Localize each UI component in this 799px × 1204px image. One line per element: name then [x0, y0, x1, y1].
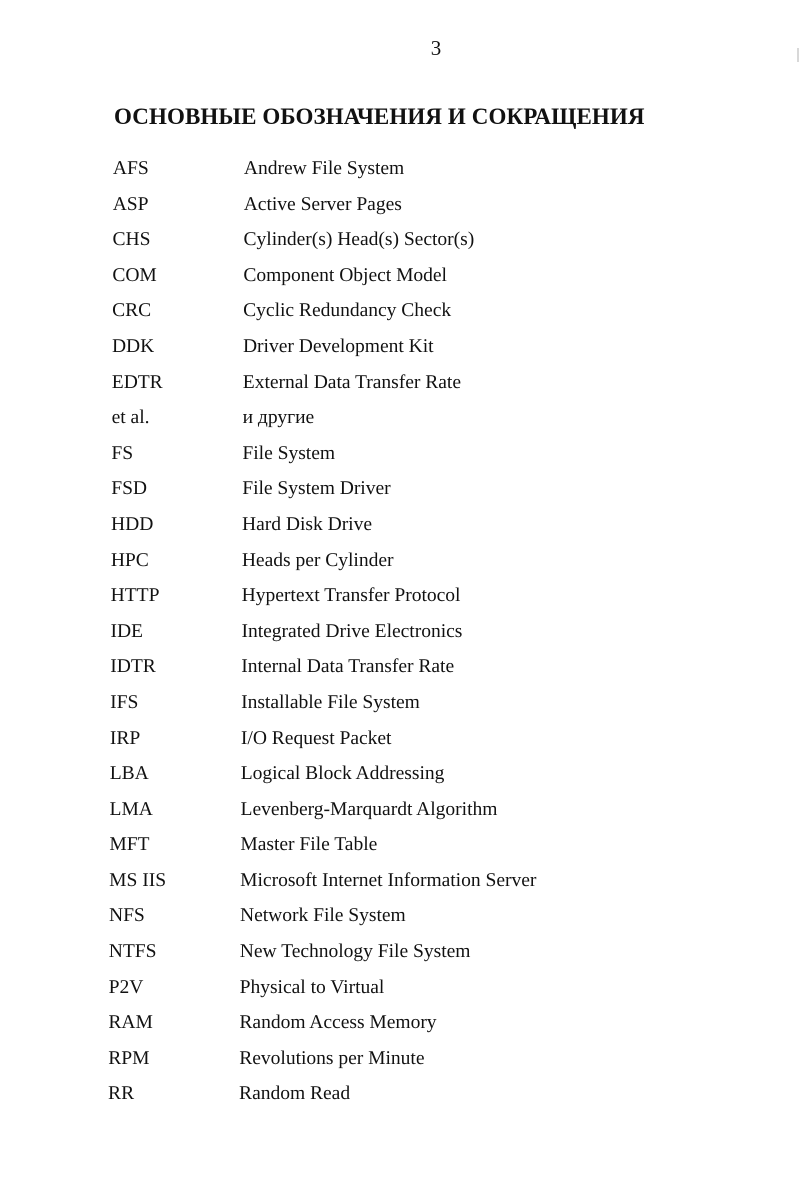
abbreviation-term: CHS — [112, 229, 151, 251]
abbreviation-list — [0, 155, 799, 1116]
abbreviation-row — [0, 618, 797, 654]
abbreviation-definition: Levenberg-Marquardt Algorithm — [240, 798, 498, 820]
abbreviation-row — [0, 297, 798, 333]
abbreviation-row — [0, 760, 796, 796]
abbreviation-row — [0, 1045, 794, 1081]
abbreviation-row — [0, 262, 798, 298]
abbreviation-term: HTTP — [110, 585, 160, 607]
abbreviation-definition: Logical Block Addressing — [240, 763, 445, 785]
abbreviation-definition: Microsoft Internet Information Server — [240, 869, 537, 891]
abbreviation-definition: Random Read — [239, 1083, 351, 1105]
abbreviation-row — [0, 725, 796, 761]
abbreviation-row — [0, 333, 798, 369]
abbreviation-definition: Andrew File System — [243, 158, 405, 179]
abbreviation-row — [0, 440, 798, 476]
abbreviation-definition: и другие — [242, 407, 315, 429]
abbreviation-term: FS — [111, 442, 134, 464]
abbreviation-definition: Physical to Virtual — [239, 976, 385, 998]
abbreviation-definition: Cyclic Redundancy Check — [243, 300, 452, 322]
abbreviation-definition: Integrated Drive Electronics — [241, 620, 463, 642]
abbreviation-term: MFT — [109, 834, 150, 856]
abbreviation-term: et al. — [111, 407, 150, 429]
abbreviation-term: RR — [108, 1083, 135, 1105]
abbreviation-definition: Internal Data Transfer Rate — [241, 656, 455, 678]
abbreviation-definition: Component Object Model — [243, 264, 448, 286]
abbreviation-term: FSD — [111, 478, 148, 500]
abbreviation-term: EDTR — [111, 371, 163, 393]
abbreviation-term: RPM — [108, 1047, 150, 1069]
abbreviation-row — [0, 475, 797, 511]
abbreviation-row — [0, 689, 796, 725]
abbreviation-term: ASP — [112, 193, 149, 215]
abbreviation-definition: Master File Table — [240, 834, 378, 856]
abbreviation-row — [0, 155, 799, 191]
abbreviation-definition: File System — [242, 442, 336, 464]
abbreviation-definition: I/O Request Packet — [240, 727, 392, 749]
abbreviation-term: RAM — [108, 1012, 153, 1034]
abbreviation-row — [0, 369, 798, 405]
abbreviation-definition: Hard Disk Drive — [242, 513, 373, 535]
page-number: 3 — [430, 36, 442, 60]
abbreviation-term: MS IIS — [109, 869, 167, 891]
abbreviation-term: P2V — [108, 976, 144, 998]
abbreviation-row — [0, 191, 799, 227]
abbreviation-row — [0, 796, 796, 832]
abbreviation-row — [0, 1009, 795, 1045]
abbreviation-term: CRC — [112, 300, 152, 322]
abbreviation-row — [0, 511, 797, 547]
abbreviation-row — [0, 867, 795, 903]
abbreviation-definition: External Data Transfer Rate — [242, 371, 462, 393]
abbreviation-term: LMA — [109, 798, 153, 820]
abbreviation-term: AFS — [112, 158, 149, 179]
abbreviation-definition: Driver Development Kit — [242, 335, 434, 357]
abbreviation-row — [0, 1080, 794, 1116]
abbreviation-term: COM — [112, 264, 157, 286]
abbreviation-definition: Installable File System — [241, 691, 420, 713]
abbreviation-definition: New Technology File System — [239, 941, 471, 963]
abbreviation-row — [0, 902, 795, 938]
abbreviation-row — [0, 547, 797, 583]
abbreviation-term: IDE — [110, 620, 144, 642]
abbreviation-row — [0, 582, 797, 618]
abbreviation-term: NFS — [108, 905, 145, 927]
abbreviation-row — [0, 653, 796, 689]
abbreviation-term: IFS — [110, 691, 139, 713]
abbreviation-row — [0, 938, 795, 974]
abbreviation-definition: Random Access Memory — [239, 1012, 437, 1034]
abbreviation-row — [0, 831, 795, 867]
abbreviation-definition: Heads per Cylinder — [241, 549, 394, 571]
abbreviation-definition: Cylinder(s) Head(s) Sector(s) — [243, 229, 475, 251]
abbreviation-term: HPC — [110, 549, 149, 571]
abbreviation-definition: Hypertext Transfer Protocol — [241, 585, 461, 607]
abbreviation-definition: Active Server Pages — [243, 193, 402, 215]
page-title: ОСНОВНЫЕ ОБОЗНАЧЕНИЯ И СОКРАЩЕНИЯ — [114, 104, 645, 129]
abbreviation-definition: Revolutions per Minute — [239, 1047, 425, 1069]
abbreviation-term: NTFS — [108, 941, 157, 963]
abbreviation-term: IDTR — [110, 656, 156, 678]
abbreviation-row — [0, 404, 798, 440]
abbreviation-row — [0, 974, 795, 1010]
abbreviation-term: IRP — [109, 727, 141, 749]
abbreviation-term: LBA — [109, 763, 149, 785]
abbreviation-term: HDD — [111, 513, 154, 535]
abbreviation-term: DDK — [111, 335, 155, 357]
abbreviation-row — [0, 226, 799, 262]
abbreviation-definition: Network File System — [239, 905, 406, 927]
abbreviation-definition: File System Driver — [242, 478, 391, 500]
